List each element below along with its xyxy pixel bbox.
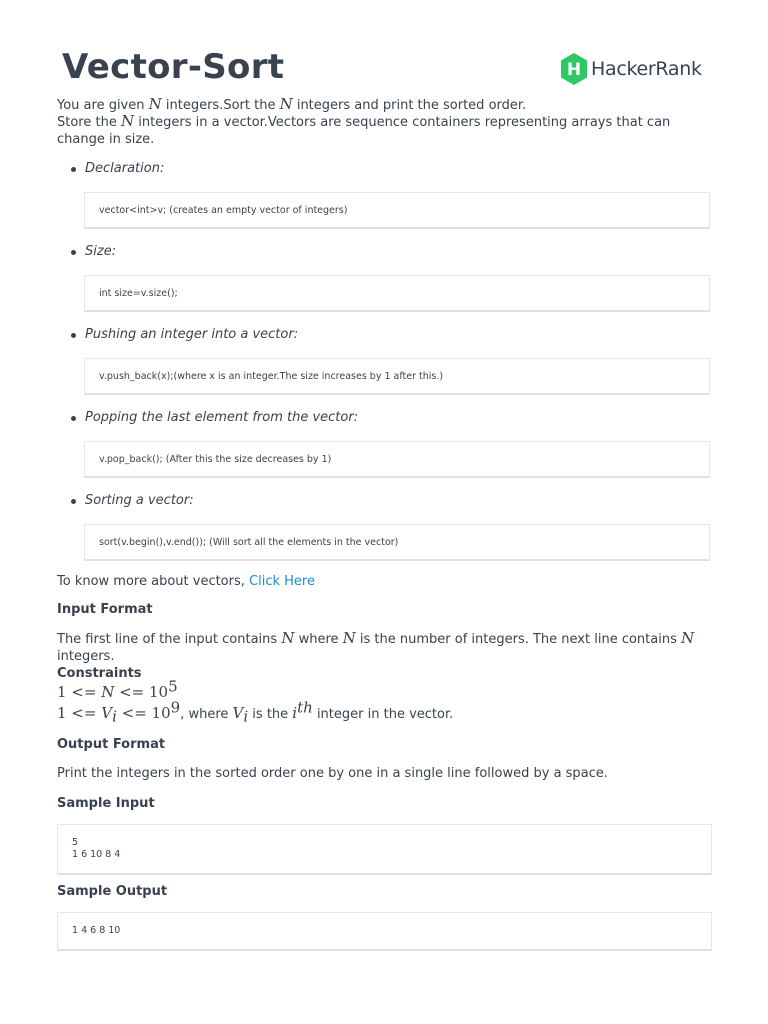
list-item xyxy=(57,325,712,395)
bullet-label: Pushing an integer into a vector: xyxy=(85,327,299,342)
code-block: int size=v.size(); xyxy=(84,275,710,312)
input-format-text xyxy=(57,630,712,665)
output-format-text: Print the integers in the sorted order one by one in a single line followed by a space. xyxy=(57,766,608,781)
text: is the number of integers. The next line contains xyxy=(355,632,681,647)
text: is the xyxy=(248,707,293,722)
math-n: N xyxy=(101,683,115,701)
bullet-icon xyxy=(71,333,76,338)
math-v: V xyxy=(101,704,113,722)
sample-output-line: 1 4 6 8 10 xyxy=(72,925,121,936)
logo-wordmark: HackerRank xyxy=(591,58,702,80)
list-item xyxy=(57,242,712,312)
text: The first line of the input contains xyxy=(57,632,282,647)
page-title: Vector-Sort xyxy=(62,47,285,87)
math-v: V xyxy=(232,704,244,722)
list-item xyxy=(57,408,712,478)
sample-output-heading: Sample Output xyxy=(57,884,168,899)
bullet-label: Declaration: xyxy=(85,161,165,176)
sample-input-block xyxy=(57,824,712,875)
text: integers. xyxy=(57,649,115,664)
constraint-1 xyxy=(57,677,712,703)
bullet-icon xyxy=(71,499,76,504)
code-block: vector<int>v; (creates an empty vector of integers) xyxy=(84,192,710,229)
intro-text: You are given xyxy=(57,98,149,113)
bullet-label: Sorting a vector: xyxy=(85,493,194,508)
math-n: N xyxy=(681,629,695,647)
math-exponent: 9 xyxy=(170,698,181,717)
sample-input-line: 5 xyxy=(72,837,79,848)
sample-output-block xyxy=(57,912,712,951)
sample-input-heading: Sample Input xyxy=(57,796,155,811)
more-info-text: To know more about vectors, xyxy=(57,574,250,589)
math: <= 10 xyxy=(116,704,171,722)
text: where xyxy=(294,632,343,647)
bullet-icon xyxy=(71,167,76,172)
text: integer in the vector. xyxy=(312,707,454,722)
code-block: sort(v.begin(),v.end()); (Will sort all the elements in the vector) xyxy=(84,524,710,561)
math-n: N xyxy=(281,629,295,647)
intro-line-1 xyxy=(57,96,712,113)
problem-statement xyxy=(57,96,712,951)
math: <= 10 xyxy=(114,683,169,701)
intro-text: integers in a vector.Vectors are sequence containers representing arrays that can change in size. xyxy=(57,115,671,147)
constraint-2 xyxy=(57,698,712,726)
math-i: i xyxy=(292,704,298,722)
math-n: N xyxy=(120,112,135,130)
output-format-heading: Output Format xyxy=(57,737,166,752)
hackerrank-logo[interactable] xyxy=(559,52,702,86)
vector-operations-list xyxy=(57,159,712,561)
list-item xyxy=(57,491,712,561)
more-info xyxy=(57,572,712,592)
code-block: v.pop_back(); (After this the size decreases by 1) xyxy=(84,441,710,478)
math: 1 <= xyxy=(57,704,102,722)
click-here-link[interactable]: Click Here xyxy=(249,574,315,589)
intro-text: integers and print the sorted order. xyxy=(292,98,527,113)
intro-text: integers.Sort the xyxy=(161,98,280,113)
code-block: v.push_back(x);(where x is an integer.The size increases by 1 after this.) xyxy=(84,358,710,395)
input-format-heading: Input Format xyxy=(57,602,153,617)
hackerrank-hex-icon xyxy=(559,52,589,86)
math-n: N xyxy=(279,95,293,113)
math-subscript: i xyxy=(243,707,249,726)
math-subscript: i xyxy=(112,707,117,726)
text: , where xyxy=(180,707,233,722)
intro-line-2 xyxy=(57,113,712,148)
list-item xyxy=(57,159,712,229)
bullet-icon xyxy=(71,250,76,255)
constraints-heading: Constraints xyxy=(57,666,142,681)
bullet-icon xyxy=(71,416,76,421)
intro-text: Store the xyxy=(57,115,121,130)
bullet-label: Size: xyxy=(85,244,117,259)
svg-text:H: H xyxy=(566,60,582,80)
math-superscript: th xyxy=(297,698,313,717)
sample-input-line: 1 6 10 8 4 xyxy=(72,849,121,860)
math: 1 <= xyxy=(57,683,102,701)
math-n: N xyxy=(148,95,162,113)
bullet-label: Popping the last element from the vector: xyxy=(85,410,359,425)
math-n: N xyxy=(342,629,356,647)
math-exponent: 5 xyxy=(168,677,178,696)
